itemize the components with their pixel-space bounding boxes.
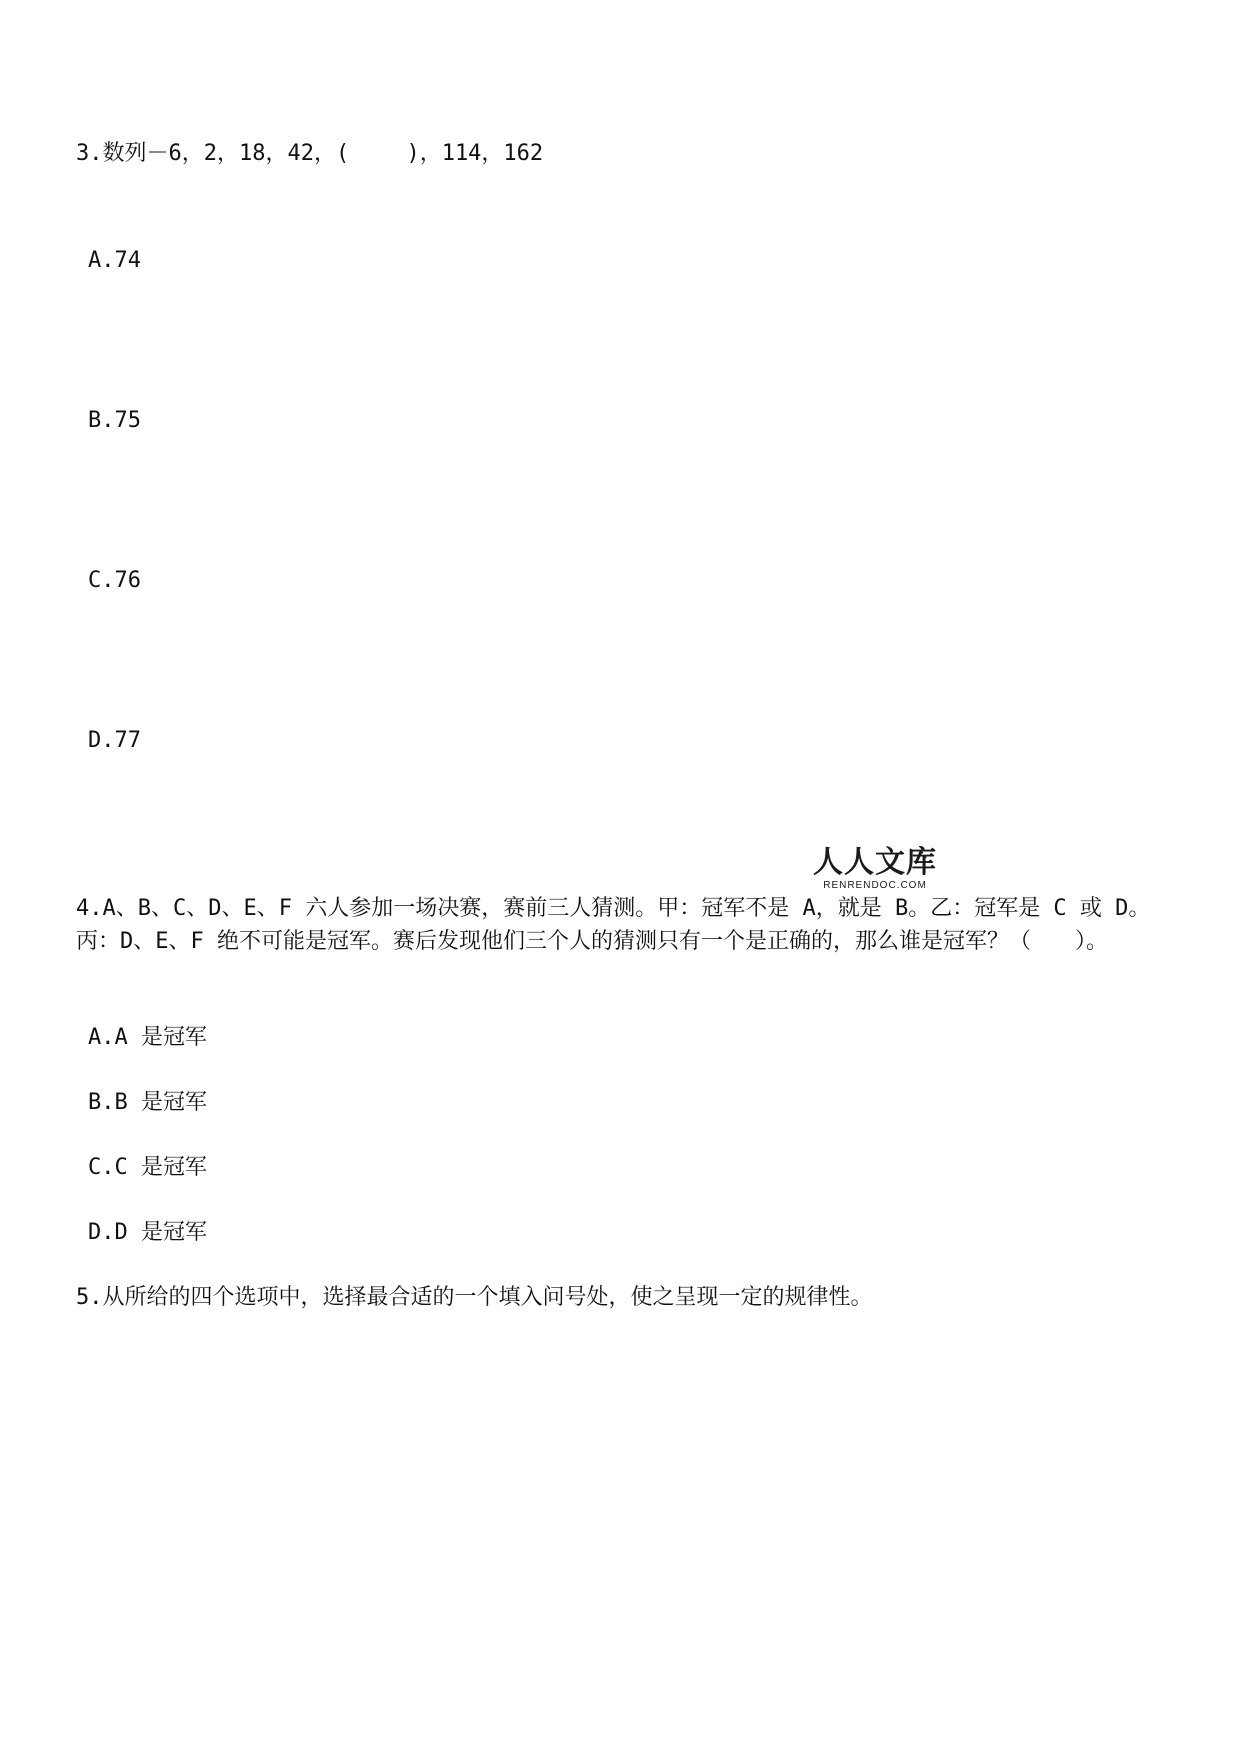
question-4-text: 4.A、B、C、D、E、F 六人参加一场决赛，赛前三人猜测。甲：冠军不是 A，就是 B。乙：冠军是 C 或 D。丙：D、E、F 绝不可能是冠军。赛后发现他们三个人的猜测只有一个是正确的，那么谁是冠军？（ ）。 [76, 896, 1151, 954]
question-3-option-d: D.77 [88, 728, 141, 753]
question-5-text: 5.从所给的四个选项中，选择最合适的一个填入问号处，使之呈现一定的规律性。 [76, 1285, 873, 1310]
question-4-option-a: A.A 是冠军 [88, 1025, 207, 1050]
watermark-logo [810, 846, 940, 892]
question-4-option-b: B.B 是冠军 [88, 1090, 207, 1115]
question-4-option-d: D.D 是冠军 [88, 1220, 207, 1245]
watermark-subtitle: RENRENDOC.COM [823, 880, 927, 891]
question-3-text: 3.数列－6，2，18，42，( )，114，162 [76, 141, 544, 166]
question-4-option-c: C.C 是冠军 [88, 1155, 207, 1180]
question-3-option-a: A.74 [88, 248, 141, 273]
question-3-option-c: C.76 [88, 568, 141, 593]
watermark-title: 人人文库 [813, 845, 937, 880]
question-3-option-b: B.75 [88, 408, 141, 433]
